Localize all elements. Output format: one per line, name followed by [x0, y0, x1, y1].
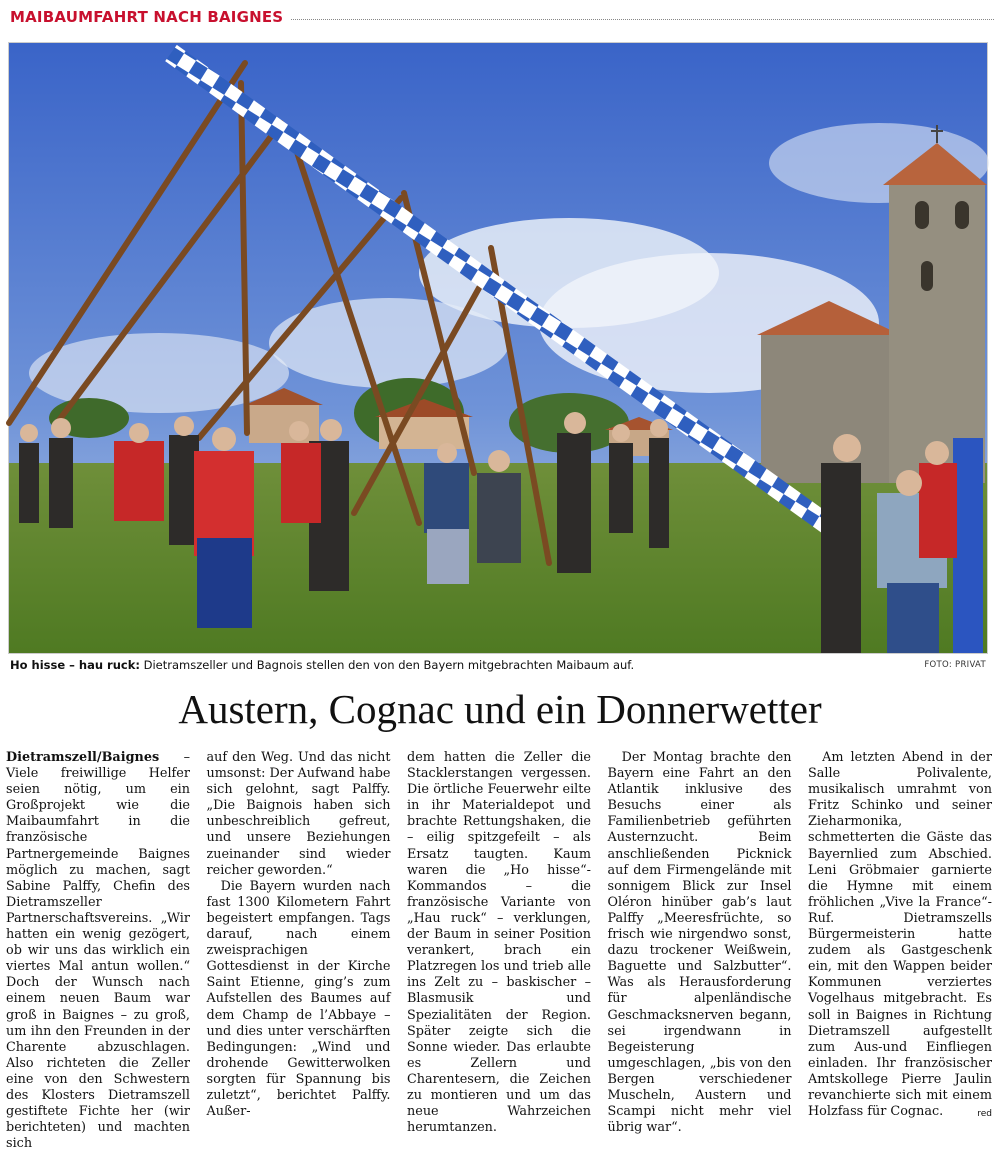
article-column-5	[808, 750, 992, 1120]
article-paragraph	[6, 750, 190, 1152]
section-title: MAIBAUMFAHRT NACH BAIGNES	[10, 8, 284, 26]
headline: Austern, Cognac und ein Donnerwetter	[178, 686, 822, 732]
caption-lead: Ho hisse – hau ruck:	[10, 658, 140, 672]
dateline: Dietramszell/Baignes	[6, 750, 160, 765]
photo-caption	[10, 656, 986, 674]
caption-text	[10, 656, 634, 674]
article-paragraph: Am letzten Abend in der Salle Polivalente, musikalisch umrahmt von Fritz Schinko und seiner Zieharmonika, schmetterten die Gäste das Bayernlied zum Abschied. Leni Gröbmaier garnierte die Hymne mit einem fröhlichen „Vive la France“-Ruf. Dietramszells Bürgermeisterin hatte zudem als Gastgeschenk ein, mit den Wappen beider Kommunen verziertes Vogelhaus mitgebracht. Es soll in Baignes in Richtung Dietramszell aufgestellt zum Aus-und Einfliegen einladen. Ihr französischer Amtskollege Pierre Jaulin revanchierte sich mit einem Holzfass für Cognac.	[808, 750, 992, 1120]
author-initials: red	[977, 1109, 992, 1120]
article-column-2	[206, 750, 391, 1120]
maypole-photo-illustration	[9, 43, 987, 653]
paragraph-text: – Viele freiwillige Helfer seien nötig, um ein Großprojekt wie die Maibaumfahrt in die französische Partnergemeinde Baignes möglich zu machen, sagt Sabine Palffy, Chefin des Dietramszeller Partnerschaftsvereins. „Wir hatten ein wenig gezögert, ob wir uns das wirklich ein viertes Mal antun wollen.“ Doch der Wunsch nach einem neuen Baum war groß in Baignes – zu groß, um ihn den Freunden in der Charente abzuschlagen. Also richteten die Zeller eine von den Schwestern des Klosters Dietramszell gestiftete Fichte her (wir berichteten) und machten sich	[6, 750, 190, 1152]
article-paragraph: Der Montag brachte den Bayern eine Fahrt an den Atlantik inklusive des Besuchs einer als Familienbetrieb geführten Austernzucht. Beim anschließenden Picknick auf dem Firmengelände mit sonnigem Blick zur Insel Oléron hinüber gab’s laut Palffy „Meeresfrüchte, so frisch wie nirgendwo sonst, dazu trockener Weißwein, Baguette und Salzbutter“. Was als Herausforderung für alpenländische Geschmacksnerven begann, sei irgendwann in Begeisterung umgeschlagen, „bis von den Bergen verschiedener Muscheln, Austern und Scampi nicht mehr viel übrig war“.	[607, 750, 792, 1136]
article-paragraph: auf den Weg. Und das nicht umsonst: Der Aufwand habe sich gelohnt, sagt Palffy. „Die Baignois haben sich unbeschreiblich gefreut, und unsere Beziehungen zueinander sind wieder reicher geworden.“	[206, 750, 391, 878]
section-rule	[291, 19, 994, 20]
section-header	[10, 6, 994, 28]
article-column-3	[407, 750, 591, 1136]
article-paragraph: Die Bayern wurden nach fast 1300 Kilometern Fahrt begeistert empfangen. Tags darauf, nach einem zweisprachigen Gottesdienst in der Kirche Saint Etienne, ging’s zum Aufstellen des Baumes auf dem Champ de l’Abbaye – und dies unter verschärften Bedingungen: „Wind und drohende Gewitterwolken sorgten für Spannung bis zuletzt“, berichtet Palffy. Außer-	[206, 878, 391, 1120]
photo-credit: FOTO: PRIVAT	[924, 660, 986, 670]
article-paragraph: dem hatten die Zeller die Stacklerstangen vergessen. Die örtliche Feuerwehr eilte in ihr Materialdepot und brachte Rettungshaken, die – eilig spitzgefeilt – als Ersatz taugten. Kaum waren die „Ho hisse“-Kommandos – die französische Variante von „Hau ruck“ – verklungen, der Baum in seiner Position verankert, brach ein Platzregen los und trieb alle ins Zelt zu – baskischer – Blasmusik und Spezialitäten der Region. Später zeigte sich die Sonne wieder. Das erlaubte es Zellern und Charentesern, die Zeichen zu montieren und um das neue Wahrzeichen herumtanzen.	[407, 750, 591, 1136]
article-photo	[8, 42, 988, 654]
caption-body: Dietramszeller und Bagnois stellen den von den Bayern mitgebrachten Maibaum auf.	[139, 658, 635, 672]
article-column-4	[607, 750, 792, 1136]
article-column-1	[6, 750, 190, 1152]
article-body	[6, 750, 992, 1152]
